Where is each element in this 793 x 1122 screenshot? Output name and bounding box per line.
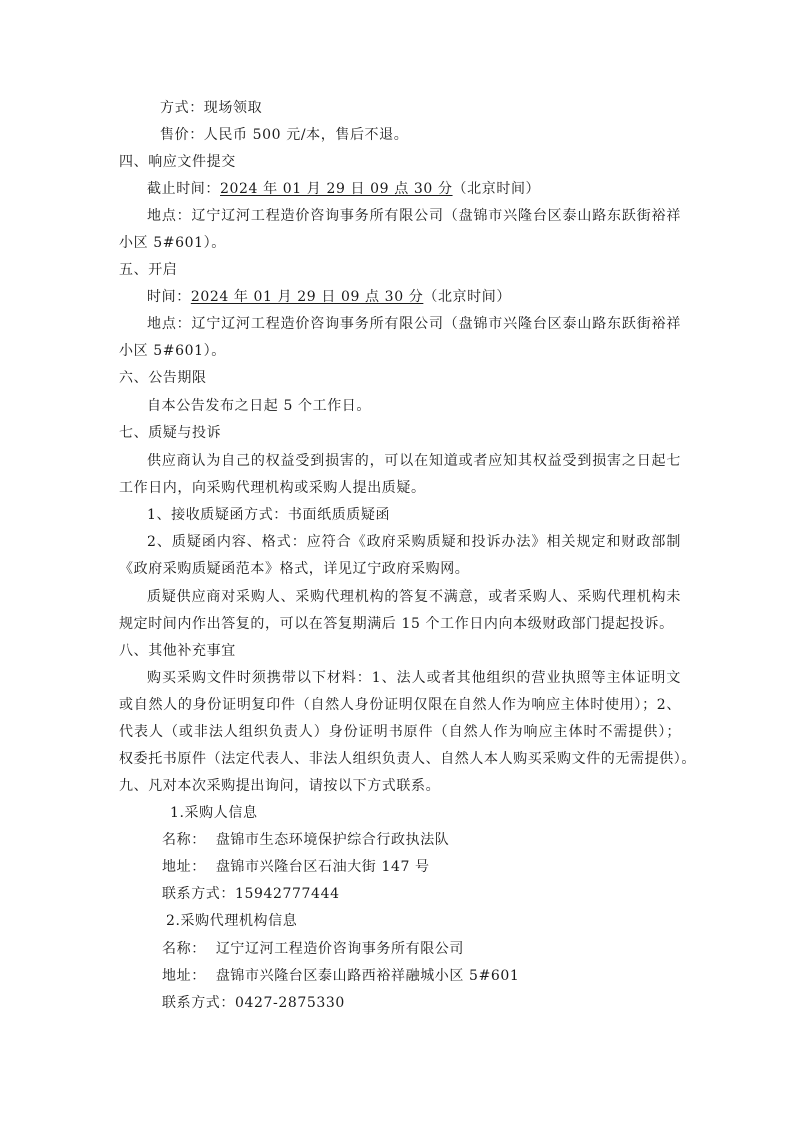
purchase-price: 售价：人民币 500 元/本，售后不退。 bbox=[160, 127, 409, 143]
complaint-item2-line1: 2、质疑函内容、格式：应符合《政府采购质疑和投诉办法》相关规定和财政部制 bbox=[147, 534, 681, 550]
agent-address bbox=[162, 966, 519, 986]
buyer-contact-value: 15942777444 bbox=[235, 886, 340, 902]
complaint-item1: 1、接收质疑函方式：书面纸质质疑函 bbox=[147, 507, 391, 523]
opening-place-line1: 地点：辽宁辽河工程造价咨询事务所有限公司（盘锦市兴隆台区泰山路东跃街裕祥 bbox=[147, 316, 681, 332]
buyer-info-title: 1.采购人信息 bbox=[170, 805, 258, 821]
opening-time bbox=[147, 287, 511, 307]
buyer-name bbox=[162, 830, 449, 850]
agent-info-title: 2.采购代理机构信息 bbox=[166, 913, 298, 929]
agent-name-value: 辽宁辽河工程造价咨询事务所有限公司 bbox=[215, 941, 465, 957]
section-6-heading: 六、公告期限 bbox=[119, 370, 207, 386]
purchase-method: 方式：现场领取 bbox=[160, 100, 263, 116]
complaint-para2-line1: 质疑供应商对采购人、采购代理机构的答复不满意，或者采购人、采购代理机构未 bbox=[147, 589, 681, 605]
buyer-name-label: 名称： bbox=[162, 832, 206, 848]
agent-name bbox=[162, 939, 464, 959]
complaint-para1-line1: 供应商认为自己的权益受到损害的，可以在知道或者应知其权益受到损害之日起七 bbox=[147, 453, 681, 469]
buyer-address bbox=[162, 857, 430, 877]
section-8-heading: 八、其他补充事宜 bbox=[119, 643, 236, 659]
notice-period-text: 自本公告发布之日起 5 个工作日。 bbox=[147, 398, 372, 414]
complaint-para1-line2: 工作日内，向采购代理机构或采购人提出质疑。 bbox=[119, 480, 426, 496]
deadline-value: 2024 年 01 月 29 日 09 点 30 分 bbox=[220, 181, 453, 197]
deadline-timezone: （北京时间） bbox=[452, 181, 541, 197]
agent-contact bbox=[162, 993, 345, 1013]
agent-address-value: 盘锦市兴隆台区泰山路西裕祥融城小区 5#601 bbox=[215, 968, 520, 984]
agent-contact-value: 0427-2875330 bbox=[235, 995, 345, 1011]
section-7-heading: 七、质疑与投诉 bbox=[119, 425, 222, 441]
opening-timezone: （北京时间） bbox=[423, 289, 511, 305]
complaint-item2-line2: 《政府采购质疑函范本》格式，详见辽宁政府采购网。 bbox=[119, 561, 470, 577]
buyer-address-label: 地址： bbox=[162, 859, 206, 875]
agent-contact-label: 联系方式： bbox=[162, 995, 235, 1011]
deadline-label: 截止时间： bbox=[147, 181, 220, 197]
buyer-address-value: 盘锦市兴隆台区石油大街 147 号 bbox=[215, 859, 430, 875]
opening-time-label: 时间： bbox=[147, 289, 191, 305]
section-5-heading: 五、开启 bbox=[119, 262, 178, 278]
buyer-contact-label: 联系方式： bbox=[162, 886, 235, 902]
complaint-para2-line2: 规定时间内作出答复的，可以在答复期满后 15 个工作日内向本级财政部门提起投诉。 bbox=[119, 616, 674, 632]
agent-address-label: 地址： bbox=[162, 968, 206, 984]
section-9-heading: 九、凡对本次采购提出询问，请按以下方式联系。 bbox=[119, 778, 441, 794]
opening-time-value: 2024 年 01 月 29 日 09 点 30 分 bbox=[190, 289, 424, 305]
agent-name-label: 名称： bbox=[162, 941, 206, 957]
supplement-line2: 或自然人的身份证明复印件（自然人身份证明仅限在自然人作为响应主体时使用）；2、 bbox=[119, 697, 681, 713]
section-4-heading: 四、响应文件提交 bbox=[119, 154, 236, 170]
submission-place-line1: 地点：辽宁辽河工程造价咨询事务所有限公司（盘锦市兴隆台区泰山路东跃街裕祥 bbox=[147, 208, 681, 224]
opening-place-line2: 小区 5#601）。 bbox=[119, 343, 226, 359]
submission-deadline bbox=[147, 179, 540, 199]
supplement-line3: 代表人（或非法人组织负责人）身份证明书原件（自然人作为响应主体时不需提供）； bbox=[119, 724, 681, 740]
buyer-name-value: 盘锦市生态环境保护综合行政执法队 bbox=[215, 832, 450, 848]
supplement-line1: 购买采购文件时须携带以下材料：1、法人或者其他组织的营业执照等主体证明文 bbox=[147, 670, 681, 686]
buyer-contact bbox=[162, 884, 340, 904]
supplement-line4: 权委托书原件（法定代表人、非法人组织负责人、自然人本人购买采购文件的无需提供）。 bbox=[119, 751, 696, 767]
submission-place-line2: 小区 5#601）。 bbox=[119, 235, 226, 251]
